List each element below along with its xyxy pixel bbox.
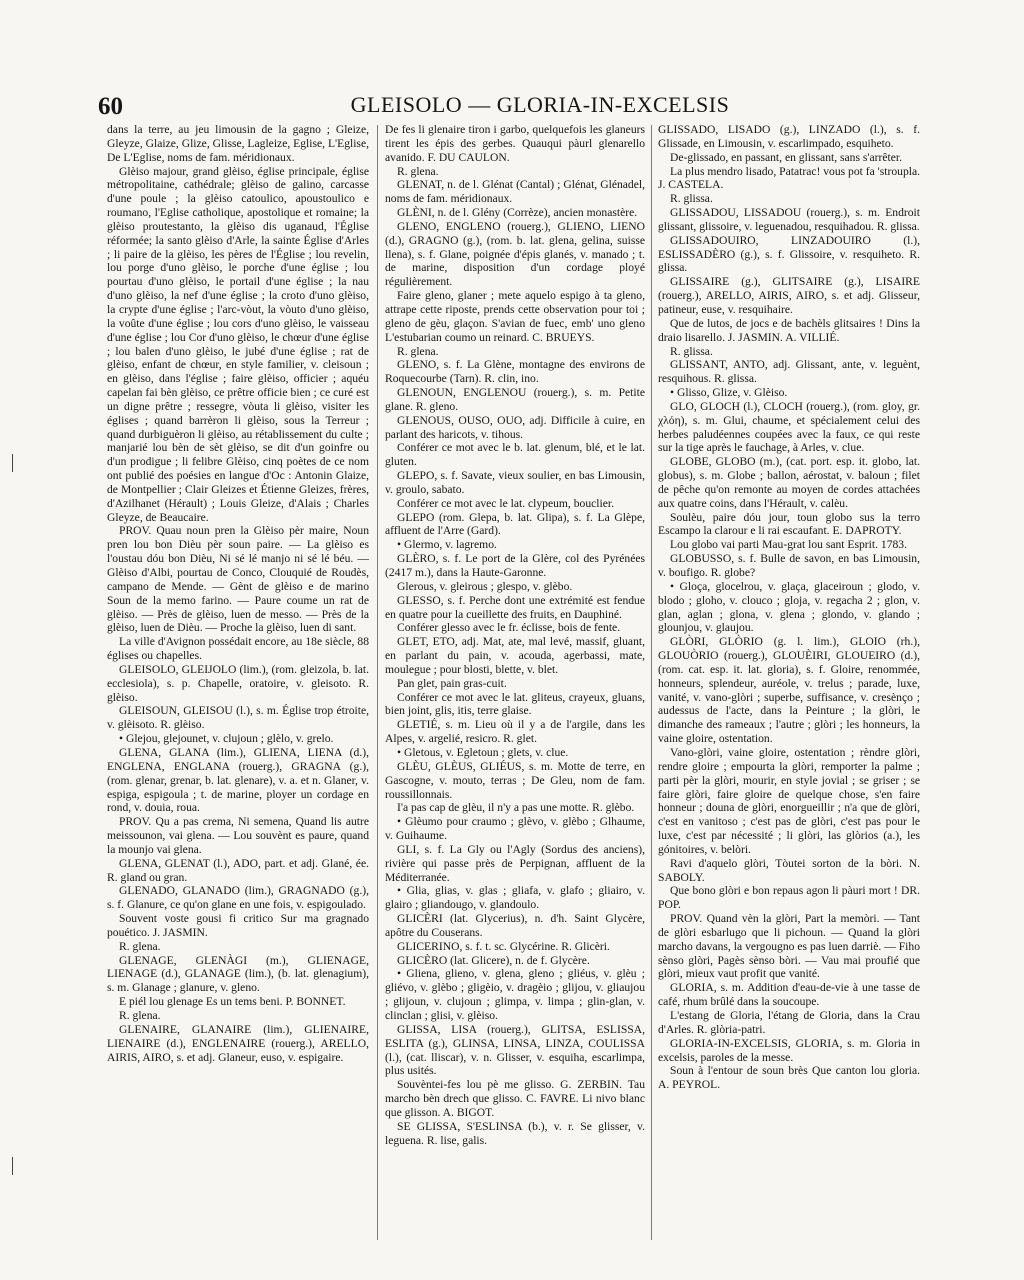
- dictionary-entry: GLENAIRE, GLANAIRE (lim.), GLIENAIRE, LIENAIRE (d.), ENGLENAIRE (rouerg.), ARELLO, AIRIS, AIRO, s. et adj. Glaneur, euso, v. espigaire.: [107, 1022, 369, 1064]
- dictionary-entry: Glerous, v. gleirous ; glespo, v. glèbo.: [397, 579, 573, 593]
- dictionary-entry: GLORIA-IN-EXCELSIS, GLORIA, s. m. Gloria in excelsis, paroles de la messe.: [658, 1036, 920, 1064]
- dictionary-entry: GLISSA, LISA (rouerg.), GLITSA, ESLISSA, ESLITA (g.), GLINSA, LINSA, LINZA, COULISSA (l.), (cat. lliscar), v. n. Glisser, v. esquiha, escarlimpa, plus usités.: [385, 1022, 645, 1078]
- dictionary-column-middle: [385, 123, 645, 1243]
- dictionary-entry: SE GLISSA, S'ESLINSA (b.), v. r. Se glisser, v. leguena. R. lise, galis.: [385, 1119, 645, 1147]
- dictionary-entry: GLEPO, s. f. Savate, vieux soulier, en bas Limousin, v. groulo, sabato.: [385, 469, 645, 496]
- dictionary-entry: Pan glet, pain gras-cuit.: [397, 676, 507, 690]
- dictionary-entry: R. glena.: [397, 164, 439, 178]
- dictionary-entry: Ravi d'aquelo glòri, Tòutei sorton de la bòri. N. SABOLY.: [658, 856, 920, 884]
- dictionary-entry: GLENAT, n. de l. Glénat (Cantal) ; Glénat, Glénadel, noms de fam. méridionaux.: [385, 178, 645, 206]
- dictionary-entry: PROV. Qu a pas crema, Ni semena, Quand lis autre meissounon, vai glena. — Lou souvènt es paure, quand la mounjo vai glena.: [107, 815, 369, 856]
- dictionary-entry: E piél lou glenage Es un tems beni. P. BONNET.: [119, 995, 346, 1009]
- dictionary-entry: Conférer glesso avec le fr. éclisse, bois de fente.: [397, 621, 621, 635]
- dictionary-entry: GLO, GLOCH (l.), CLOCH (rouerg.), (rom. gloy, gr. χλόη), s. m. Glui, chaume, et spécialement celui des herbes paludéennes coupées avec la faux, ce qui reste sur la tige après le fauchage, à Arles, v. clue.: [658, 399, 920, 455]
- dictionary-entry: Souvèntei-fes lou pè me glisso. G. ZERBIN. Tau marcho bèn drech que glisso. C. FAVRE. Li nivo blanc que glisson. A. BIGOT.: [385, 1078, 645, 1119]
- dictionary-entry: • Glermo, v. lagremo.: [397, 538, 497, 552]
- page-title: GLEISOLO — GLORIA-IN-EXCELSIS: [350, 92, 730, 117]
- dictionary-entry: Conférer ce mot avec le lat. clypeum, bouclier.: [397, 496, 614, 510]
- dictionary-entry: GLEISOLO, GLEIJOLO (lim.), (rom. gleizola, b. lat. ecclesiola), s. p. Chapelle, oratoire, v. gleisoto. R. glèiso.: [107, 662, 369, 704]
- column-divider: [651, 125, 652, 1240]
- dictionary-entry: • Glejou, glejounet, v. clujoun ; glèlo, v. grelo.: [119, 732, 334, 746]
- dictionary-entry: GLENOUS, OUSO, OUO, adj. Difficile à cuire, en parlant des haricots, v. tihous.: [385, 413, 645, 441]
- dictionary-entry: Lou globo vai parti Mau-grat lou sant Esprit. 1783.: [670, 538, 907, 552]
- dictionary-entry: GLÒRI, GLÒRIO (g. l. lim.), GLOIO (rh.), GLOUÒRIO (rouerg.), GLOUÈIRI, GLOUEIRO (d.), (rom. cat. esp. it. lat. gloria), s. f. Gloire, renommée, honneurs, splendeur, auréole, v. trelus ; parade, luxe, vanité, v. vano-glòri ; superbe, suffisance, v. cresènço ; audessus de l'acte, dans la Peinture ; la glòri, le dimanche des rameaux ; l'autre ; glòri ; les honneurs, la vaine gloire, ostentation.: [658, 635, 920, 746]
- dictionary-entry: • Glisso, Glize, v. Glèiso.: [670, 386, 788, 400]
- dictionary-entry: R. glissa.: [670, 344, 713, 358]
- dictionary-entry: De fes li glenaire tiron i garbo, quelquefois les glaneurs tirent les épis des gerbes. Quauqui pàurl glenarello avanido. F. DU CAULON.: [385, 123, 645, 164]
- dictionary-entry: GLENAGE, GLENÀGI (m.), GLIENAGE, LIENAGE (d.), GLANAGE (lim.), (b. lat. glenagium), s. m. Glanage ; glanure, v. gleno.: [107, 953, 369, 995]
- dictionary-entry: Vano-glòri, vaine gloire, ostentation ; rèndre glòri, rendre gloire ; empourta la glòri, remporter la palme ; parti pèr la glòri, mourir, en style jovial ; se griser ; se faire glòri, faire gloire de quelque chose, s'en faire honneur ; douna de glòri, enorgueillir ; n'a que de glòri, c'est en vanitoso ; c'est pas de glòri, c'est pas pour le luxe, c'est par nécessité ; li glòri, las glòrios (a.), les gónitoires, v. belòri.: [658, 745, 920, 856]
- dictionary-entry: dans la terre, au jeu limousin de la gagno ; Gleize, Gleyze, Glaize, Glize, Glisse, Lagleize, Eglise, L'Eglise, De L'Eglise, noms de fam. méridionaux.: [107, 123, 369, 164]
- dictionary-entry: GLÈRO, s. f. Le port de la Glère, col des Pyrénées (2417 m.), dans la Haute-Garonne.: [385, 552, 645, 579]
- dictionary-entry: GLICÈRO (lat. Glicere), n. de f. Glycère.: [397, 953, 590, 967]
- dictionary-entry: La ville d'Avignon possédait encore, au 18e siècle, 88 églises ou chapelles.: [107, 635, 369, 663]
- dictionary-entry: GLISSANT, ANTO, adj. Glissant, ante, v. leguènt, resquihous. R. glissa.: [658, 358, 920, 386]
- dictionary-entry: GLENA, GLANA (lim.), GLIENA, LIENA (d.), ENGLENA, ENGLANA (rouerg.), GRAGNA (g.), (rom. glenar, grenar, b. lat. glenare), v. a. et n. Glaner, v. espiga, espigoula ; t. de marine, ployer un cordage en rond, v. douia, roua.: [107, 745, 369, 815]
- dictionary-entry: GLENOUN, ENGLENOU (rouerg.), s. m. Petite glane. R. gleno.: [385, 386, 645, 413]
- dictionary-entry: PROV. Quau noun pren la Glèiso pèr maire, Noun pren lou bon Dièu pèr soun paire. — La glèiso es l'oustau dóu bon Dièu, Ni sé lé manjo ni sé lé béu. — Glèiso d'Albi, pourtau de Conco, Clouquié de Roudès, campano de Mende. — Gènt de glèiso e de marino Soun de la memo farino. — Paure coume un rat de glèiso. — Près de glèiso, luen de messo. — Près de la glèiso, luen de Dièu. — Proche la glèiso, luen di sant.: [107, 524, 369, 635]
- dictionary-entry: R. glena.: [119, 1009, 161, 1022]
- dictionary-entry: GLETIÉ, s. m. Lieu où il y a de l'argile, dans les Alpes, v. argelié, resicro. R. glet.: [385, 718, 645, 746]
- dictionary-entry: I'a pas cap de glèu, il n'y a pas une motte. R. glèbo.: [397, 801, 635, 815]
- dictionary-entry: GLISSADOU, LISSADOU (rouerg.), s. m. Endroit glissant, glissoire, v. leguenadou, resquihadou. R. glissa.: [658, 206, 920, 233]
- dictionary-entry: GLÈNI, n. de l. Glény (Corrèze), ancien monastère.: [397, 206, 638, 220]
- dictionary-entry: GLENO, ENGLENO (rouerg.), GLIENO, LIENO (d.), GRAGNO (g.), (rom. b. lat. glena, gelina, suisse llena), s. f. Glane, poignée d'épis glanés, v. manado ; t. de marine, disposition d'un cordage ployé régulièrement.: [385, 219, 645, 289]
- dictionary-entry: PROV. Quand vèn la glòri, Part la memòri. — Tant de glòri esbarlugo que li pichoun. — Quand la glòri marcho davans, la vergougno es pas luen darriè. — Fiho sènso glòri, Pagès sènso bòri. — Vau mai proufié que glòri, mieux vaut profit que vanité.: [658, 912, 920, 981]
- dictionary-entry: GLICÈRI (lat. Glycerius), n. d'h. Saint Glycère, apôtre du Couserans.: [385, 912, 645, 939]
- dictionary-entry: GLEISOUN, GLEISOU (l.), s. m. Église trop étroite, v. glèisoto. R. glèiso.: [107, 704, 369, 732]
- dictionary-entry: GLENO, s. f. La Glène, montagne des environs de Roquecourbe (Tarn). R. clin, ino.: [385, 358, 645, 386]
- column-divider: [377, 125, 378, 1240]
- dictionary-entry: R. glena.: [397, 344, 439, 358]
- dictionary-entry: GLOBE, GLOBO (m.), (cat. port. esp. it. globo, lat. globus), s. m. Globe ; ballon, aérostat, v. baloun ; filet de pêche qu'on remonte au moyen de cordes attachées aux quatre coins, dans l'Hérault, v. calèu.: [658, 455, 920, 510]
- dictionary-entry: De-glissado, en passant, en glissant, sans s'arrêter.: [670, 150, 902, 164]
- dictionary-entry: L'estang de Gloria, l'étang de Gloria, dans la Crau d'Arles. R. glòria-patri.: [658, 1009, 920, 1036]
- dictionary-entry: GLICERINO, s. f. t. sc. Glycérine. R. Glicèri.: [397, 939, 610, 953]
- dictionary-entry: Soun à l'entour de soun brès Que canton lou gloria. A. PEYROL.: [658, 1064, 920, 1092]
- dictionary-entry: R. glena.: [119, 939, 161, 953]
- dictionary-entry: • Glienа, glieno, v. glena, gleno ; gliéus, v. glèu ; gliévo, v. glèbo ; gligèio, v. dragèio ; glijou, v. gliaujou ; glijoun, v. clujoun ; glimpa, v. limpa ; glin-glan, v. clinclan ; glisi, v. glèiso.: [385, 967, 645, 1022]
- dictionary-entry: • Glèumo pour craumo ; glèvo, v. glèbo ; Glhaume, v. Guihaume.: [385, 815, 645, 843]
- dictionary-entry: GLORIA, s. m. Addition d'eau-de-vie à une tasse de café, rhum brûlé dans la soucoupe.: [658, 981, 920, 1009]
- dictionary-entry: • Glia, glias, v. glas ; gliafa, v. glafo ; gliairo, v. glairo ; gliandougo, v. glandoulo.: [385, 884, 645, 912]
- dictionary-entry: Que bono glòri e bon repaus agon li pàuri mort ! DR. POP.: [658, 884, 920, 912]
- dictionary-entry: La plus mendro lisado, Patatrac! vous pot fa 'stroupla. J. CASTELA.: [658, 164, 920, 192]
- dictionary-entry: • Gloça, glocelrou, v. glaça, glaceiroun ; glodo, v. blodo ; gloho, v. clouco ; gloja, v. regacha 2 ; glon, v. glan, aglan ; glona, v. glena ; glondo, v. glando ; glounjou, v. glaujou.: [658, 579, 920, 635]
- dictionary-entry: GLENA, GLENAT (l.), ADO, part. et adj. Glané, ée. R. gland ou gran.: [107, 856, 369, 884]
- dictionary-entry: Glèiso majour, grand glèiso, église principale, église métropolitaine, cathédrale; glèiso de galino, carcasse d'une poule ; la glèiso catoulico, apoustoulico e roumano, l'Eglise catholique, apostolique et romaine; la glèiso proutestanto, la glèiso dis uganaud, l'Église réformée; la santo glèiso d'Arle, la sainte Église d'Arles ; li paire de la glèiso, les pères de l'Église ; lou revelin, lou porge d'uno glèiso, le porche d'une église ; lou pourtau d'uno glèiso, le portail d'une église ; la nau d'uno glèiso, la nef d'une église ; la croto d'uno glèiso, la crypte d'une église ; l'arc-vòut, la vòuto d'uno glèiso, la voûte d'une église ; lou cors d'uno glèiso, le vaisseau d'une église ; lou Cor d'uno glèiso, le chœur d'une église ; lou balen d'uno glèiso, le jubé d'une église ; rat de glèiso, enfant de chœur, en style familier, v. cleisoun ; en glèiso, dans l'église ; faire glèiso, officier ; aquéu capelan fai bèn glèiso, ce prêtre officie bien ; ce curé est un digne prêtre ; ressegre, vòuta li glèiso, visiter les églises ; quand barrèron li glèiso, sous la Terreur ; quand durbiguèron li glèiso, au rétablissement du culte ; manjarié lou bèn de sèt glèiso, se dit d'un goinfre ou d'un prodigue ; li felibre Glèiso, cinq poètes de ce nom ont publié des poésies en langue d'Oc : Antonin Glaize, de Montpellier ; Clair Gleizes et Étienne Gleizes, frères, d'Azilhanet (Hérault) ; Louis Gleize, d'Alais ; Charles Gleyze, de Beaucaire.: [107, 164, 369, 524]
- dictionary-entry: Faire gleno, glaner ; mete aquelo espigo à ta gleno, attrape cette riposte, prends cette observation pour toi ; gleno de gèu, glaçon. S'avian de fuec, emb' uno gleno L'estubarian coumo un reinard. C. BRUEYS.: [385, 289, 645, 344]
- dictionary-entry: GLEPO (rom. Glepa, b. lat. Glipa), s. f. La Glèpe, affluent de l'Arre (Gard).: [385, 510, 645, 538]
- dictionary-entry: GLISSADOUIRO, LINZADOUIRO (l.), ESLISSADÈRO (g.), s. f. Glissoire, v. resquiheto. R. glissa.: [658, 233, 920, 275]
- dictionary-entry: R. glissa.: [670, 192, 713, 206]
- dictionary-entry: GLÈU, GLÈUS, GLIÉUS, s. m. Motte de terre, en Gascogne, v. mouto, terras ; De Gleu, nom de fam. roussillonnais.: [385, 759, 645, 801]
- dictionary-entry: Soulèu, paire dóu jour, toun globo sus la terro Escampo la clarour e li rai escaufant. E. DAPROTY.: [658, 510, 920, 538]
- margin-mark: [12, 1157, 13, 1175]
- dictionary-entry: GLISSAIRE (g.), GLITSAIRE (g.), LISAIRE (rouerg.), ARELLO, AIRIS, AIRO, s. et adj. Glisseur, patineur, euse, v. resquihaire.: [658, 275, 920, 316]
- dictionary-entry: GLISSADO, LISADO (g.), LINZADO (l.), s. f. Glissade, en Limousin, v. escarlimpado, esquiheto.: [658, 123, 920, 150]
- dictionary-column-right: [658, 123, 920, 1243]
- dictionary-entry: Conférer ce mot avec le lat. gliteus, crayeux, gluans, bien joint, glis, itis, terre glaise.: [385, 690, 645, 718]
- page-number: 60: [98, 93, 123, 120]
- margin-mark: [12, 454, 13, 472]
- dictionary-entry: GLOBUSSO, s. f. Bulle de savon, en bas Limousin, v. boufigo. R. globe?: [658, 552, 920, 579]
- dictionary-entry: GLESSO, s. f. Perche dont une extrémité est fendue en quatre pour la cueillette des fruits, en Dauphiné.: [385, 593, 645, 621]
- dictionary-entry: GLI, s. f. La Gly ou l'Agly (Sordus des anciens), rivière qui passe près de Perpignan, affluent de la Méditerranée.: [385, 842, 645, 884]
- dictionary-entry: GLENADO, GLANADO (lim.), GRAGNADO (g.), s. f. Glanure, ce qu'on glane en une fois, v. espigoulado.: [107, 884, 369, 912]
- dictionary-entry: GLET, ETO, adj. Mat, ate, mal levé, massif, gluant, en parlant du pain, v. acouda, agerbassi, mate, moulegue ; pour blosti, blette, v. blet.: [385, 635, 645, 676]
- dictionary-entry: Conférer ce mot avec le b. lat. glenum, blé, et le lat. gluten.: [385, 441, 645, 469]
- dictionary-entry: Souvent voste gousi fi critico Sur ma gragnado pouético. J. JASMIN.: [107, 912, 369, 939]
- dictionary-entry: Que de lutos, de jocs e de bachèls glitsaires ! Dins la draio lisarello. J. JASMIN. A. VILLIÉ.: [658, 316, 920, 344]
- dictionary-entry: • Gletous, v. Egletoun ; glets, v. clue.: [397, 745, 569, 759]
- dictionary-column-left: [107, 123, 369, 1243]
